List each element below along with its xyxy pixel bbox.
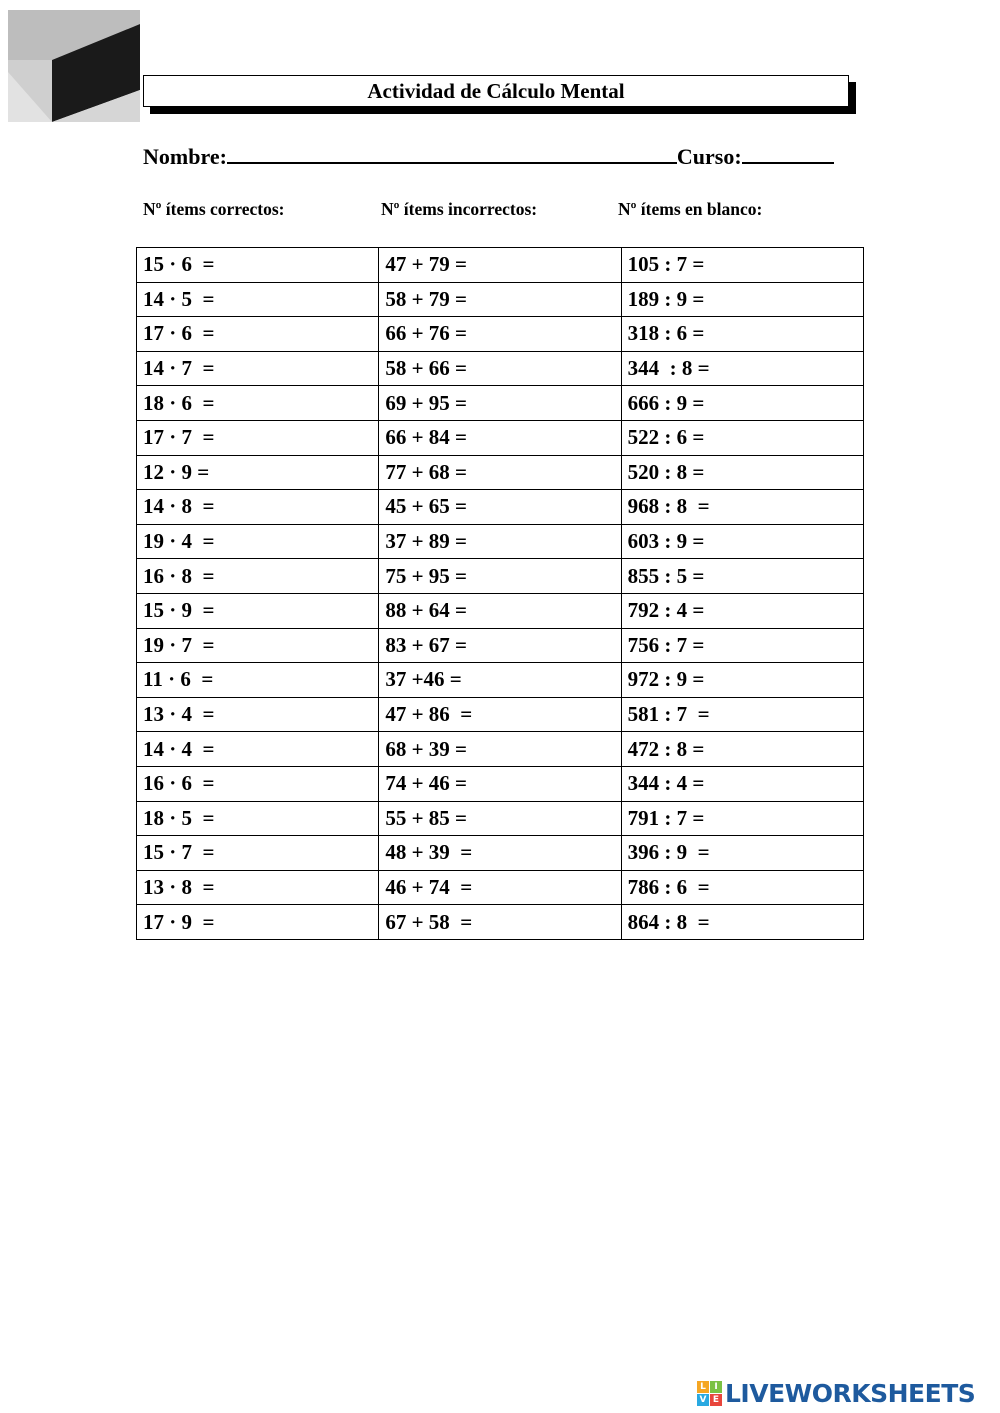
table-row: [137, 455, 864, 490]
course-field[interactable]: [742, 142, 834, 164]
multiplication-cell[interactable]: 18 · 6 =: [137, 386, 379, 421]
table-row: [137, 697, 864, 732]
multiplication-cell[interactable]: 19 · 4 =: [137, 524, 379, 559]
multiplication-cell[interactable]: 15 · 6 =: [137, 248, 379, 283]
multiplication-cell[interactable]: 15 · 7 =: [137, 836, 379, 871]
multiplication-cell[interactable]: 14 · 4 =: [137, 732, 379, 767]
division-cell[interactable]: 864 : 8 =: [621, 905, 863, 940]
table-row: [137, 628, 864, 663]
addition-cell[interactable]: 45 + 65 =: [379, 490, 621, 525]
division-cell[interactable]: 972 : 9 =: [621, 663, 863, 698]
multiplication-cell[interactable]: 14 · 8 =: [137, 490, 379, 525]
division-cell[interactable]: 855 : 5 =: [621, 559, 863, 594]
division-cell[interactable]: 472 : 8 =: [621, 732, 863, 767]
correct-items-label: Nº ítems correctos:: [143, 199, 285, 219]
multiplication-cell[interactable]: 16 · 8 =: [137, 559, 379, 594]
division-cell[interactable]: 344 : 4 =: [621, 766, 863, 801]
table-row: [137, 593, 864, 628]
student-info-line: [143, 142, 834, 170]
division-cell[interactable]: 968 : 8 =: [621, 490, 863, 525]
addition-cell[interactable]: 37 +46 =: [379, 663, 621, 698]
division-cell[interactable]: 792 : 4 =: [621, 593, 863, 628]
table-row: [137, 317, 864, 352]
table-row: [137, 490, 864, 525]
multiplication-cell[interactable]: 19 · 7 =: [137, 628, 379, 663]
multiplication-cell[interactable]: 17 · 7 =: [137, 420, 379, 455]
division-cell[interactable]: 344 : 8 =: [621, 351, 863, 386]
addition-cell[interactable]: 68 + 39 =: [379, 732, 621, 767]
division-cell[interactable]: 522 : 6 =: [621, 420, 863, 455]
addition-cell[interactable]: 88 + 64 =: [379, 593, 621, 628]
addition-cell[interactable]: 66 + 84 =: [379, 420, 621, 455]
incorrect-items-label: Nº ítems incorrectos:: [381, 199, 538, 219]
addition-cell[interactable]: 66 + 76 =: [379, 317, 621, 352]
liveworksheets-logo-icon: [697, 1381, 722, 1406]
multiplication-cell[interactable]: 17 · 9 =: [137, 905, 379, 940]
table-row: [137, 420, 864, 455]
addition-cell[interactable]: 69 + 95 =: [379, 386, 621, 421]
addition-cell[interactable]: 58 + 79 =: [379, 282, 621, 317]
division-cell[interactable]: 105 : 7 =: [621, 248, 863, 283]
table-row: [137, 905, 864, 940]
addition-cell[interactable]: 75 + 95 =: [379, 559, 621, 594]
addition-cell[interactable]: 58 + 66 =: [379, 351, 621, 386]
multiplication-cell[interactable]: 14 · 7 =: [137, 351, 379, 386]
table-row: [137, 351, 864, 386]
page-title: Actividad de Cálculo Mental: [143, 75, 849, 107]
division-cell[interactable]: 520 : 8 =: [621, 455, 863, 490]
table-row: [137, 836, 864, 871]
course-label: Curso:: [676, 144, 742, 169]
addition-cell[interactable]: 48 + 39 =: [379, 836, 621, 871]
division-cell[interactable]: 396 : 9 =: [621, 836, 863, 871]
logo-letter: L: [697, 1381, 709, 1393]
multiplication-cell[interactable]: 14 · 5 =: [137, 282, 379, 317]
multiplication-cell[interactable]: 11 · 6 =: [137, 663, 379, 698]
division-cell[interactable]: 318 : 6 =: [621, 317, 863, 352]
name-field[interactable]: [227, 142, 677, 164]
footer-brand: [697, 1378, 975, 1408]
multiplication-cell[interactable]: 15 · 9 =: [137, 593, 379, 628]
corner-logo-icon: [8, 10, 140, 122]
division-cell[interactable]: 786 : 6 =: [621, 870, 863, 905]
table-row: [137, 282, 864, 317]
multiplication-cell[interactable]: 13 · 8 =: [137, 870, 379, 905]
logo-letter: I: [710, 1381, 722, 1393]
addition-cell[interactable]: 83 + 67 =: [379, 628, 621, 663]
addition-cell[interactable]: 37 + 89 =: [379, 524, 621, 559]
table-row: [137, 559, 864, 594]
addition-cell[interactable]: 47 + 86 =: [379, 697, 621, 732]
logo-letter: E: [710, 1394, 722, 1406]
addition-cell[interactable]: 47 + 79 =: [379, 248, 621, 283]
multiplication-cell[interactable]: 17 · 6 =: [137, 317, 379, 352]
multiplication-cell[interactable]: 16 · 6 =: [137, 766, 379, 801]
table-row: [137, 248, 864, 283]
table-row: [137, 386, 864, 421]
blank-items-label: Nº ítems en blanco:: [618, 199, 763, 219]
table-row: [137, 801, 864, 836]
addition-cell[interactable]: 67 + 58 =: [379, 905, 621, 940]
addition-cell[interactable]: 77 + 68 =: [379, 455, 621, 490]
division-cell[interactable]: 603 : 9 =: [621, 524, 863, 559]
division-cell[interactable]: 666 : 9 =: [621, 386, 863, 421]
table-row: [137, 663, 864, 698]
table-row: [137, 870, 864, 905]
brand-name: LIVEWORKSHEETS: [725, 1378, 976, 1408]
division-cell[interactable]: 756 : 7 =: [621, 628, 863, 663]
division-cell[interactable]: 791 : 7 =: [621, 801, 863, 836]
division-cell[interactable]: 189 : 9 =: [621, 282, 863, 317]
addition-cell[interactable]: 74 + 46 =: [379, 766, 621, 801]
exercise-table: [136, 247, 864, 940]
division-cell[interactable]: 581 : 7 =: [621, 697, 863, 732]
multiplication-cell[interactable]: 18 · 5 =: [137, 801, 379, 836]
multiplication-cell[interactable]: 12 · 9 =: [137, 455, 379, 490]
multiplication-cell[interactable]: 13 · 4 =: [137, 697, 379, 732]
table-row: [137, 766, 864, 801]
addition-cell[interactable]: 55 + 85 =: [379, 801, 621, 836]
logo-letter: V: [697, 1394, 709, 1406]
table-row: [137, 524, 864, 559]
name-label: Nombre:: [143, 144, 227, 169]
table-row: [137, 732, 864, 767]
addition-cell[interactable]: 46 + 74 =: [379, 870, 621, 905]
